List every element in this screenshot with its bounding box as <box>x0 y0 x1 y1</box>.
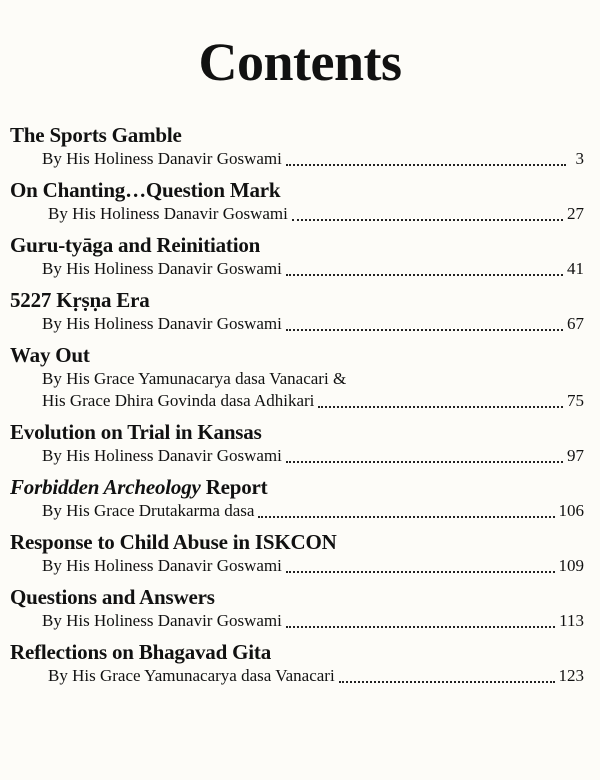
dot-leader <box>286 317 563 331</box>
entry-title: Way Out <box>10 343 90 367</box>
entry-title: 5227 Kṛṣṇa Era <box>10 288 150 312</box>
dot-leader <box>318 394 563 408</box>
page-number: 27 <box>567 204 584 223</box>
entry-title-rest: Report <box>200 475 268 499</box>
entry-author: By His Holiness Danavir Goswami <box>48 204 288 223</box>
author-line <box>42 500 590 522</box>
entry-title <box>10 474 590 500</box>
page-number: 109 <box>558 556 584 575</box>
entry-author: By His Holiness Danavir Goswami <box>42 149 282 168</box>
entry-author: By His Grace Drutakarma dasa <box>42 501 255 520</box>
entry-title: Evolution on Trial in Kansas <box>10 420 262 444</box>
toc-entry <box>10 474 590 522</box>
toc-entry <box>10 342 590 412</box>
dot-leader <box>339 669 555 683</box>
entry-author: By His Grace Yamunacarya dasa Vanacari <box>48 666 335 685</box>
dot-leader <box>258 504 554 518</box>
dot-leader <box>286 152 566 166</box>
page-number: 97 <box>567 446 584 465</box>
author-line <box>42 445 590 467</box>
entry-author: By His Holiness Danavir Goswami <box>42 556 282 575</box>
author-line <box>42 148 590 170</box>
toc-entry <box>10 639 590 687</box>
author-line <box>42 390 590 412</box>
page-number: 106 <box>558 501 584 520</box>
dot-leader <box>286 449 563 463</box>
entry-author: His Grace Dhira Govinda dasa Adhikari <box>42 391 315 410</box>
page-number: 113 <box>559 611 584 630</box>
entry-author: By His Grace Yamunacarya dasa Vanacari & <box>42 369 347 388</box>
author-line <box>48 665 590 687</box>
entry-title: Questions and Answers <box>10 585 215 609</box>
author-line <box>42 313 590 335</box>
entry-author: By His Holiness Danavir Goswami <box>42 611 282 630</box>
author-line <box>48 203 590 225</box>
entry-title: On Chanting…Question Mark <box>10 178 281 202</box>
page-title: Contents <box>198 32 402 92</box>
page-number: 41 <box>567 259 584 278</box>
author-line <box>42 610 590 632</box>
entry-title: The Sports Gamble <box>10 123 182 147</box>
toc-entry <box>10 287 590 335</box>
page-number: 123 <box>558 666 584 685</box>
toc-entry <box>10 584 590 632</box>
dot-leader <box>292 207 563 221</box>
entry-author: By His Holiness Danavir Goswami <box>42 446 282 465</box>
page-number: 67 <box>567 314 584 333</box>
page-number: 3 <box>575 149 584 168</box>
entry-title-italic: Forbidden Archeology <box>10 475 201 499</box>
dot-leader <box>286 262 563 276</box>
dot-leader <box>286 614 555 628</box>
toc-list <box>10 122 590 687</box>
page-number: 75 <box>567 391 584 410</box>
toc-entry <box>10 177 590 225</box>
entry-title: Guru-tyāga and Reinitiation <box>10 233 261 257</box>
toc-entry <box>10 529 590 577</box>
author-line <box>42 555 590 577</box>
entry-author: By His Holiness Danavir Goswami <box>42 314 282 333</box>
entry-author: By His Holiness Danavir Goswami <box>42 259 282 278</box>
entry-title: Reflections on Bhagavad Gita <box>10 640 271 664</box>
entry-title: Response to Child Abuse in ISKCON <box>10 530 337 554</box>
dot-leader <box>286 559 555 573</box>
author-line <box>42 368 590 390</box>
toc-entry <box>10 232 590 280</box>
toc-entry <box>10 122 590 170</box>
author-line <box>42 258 590 280</box>
toc-entry <box>10 419 590 467</box>
